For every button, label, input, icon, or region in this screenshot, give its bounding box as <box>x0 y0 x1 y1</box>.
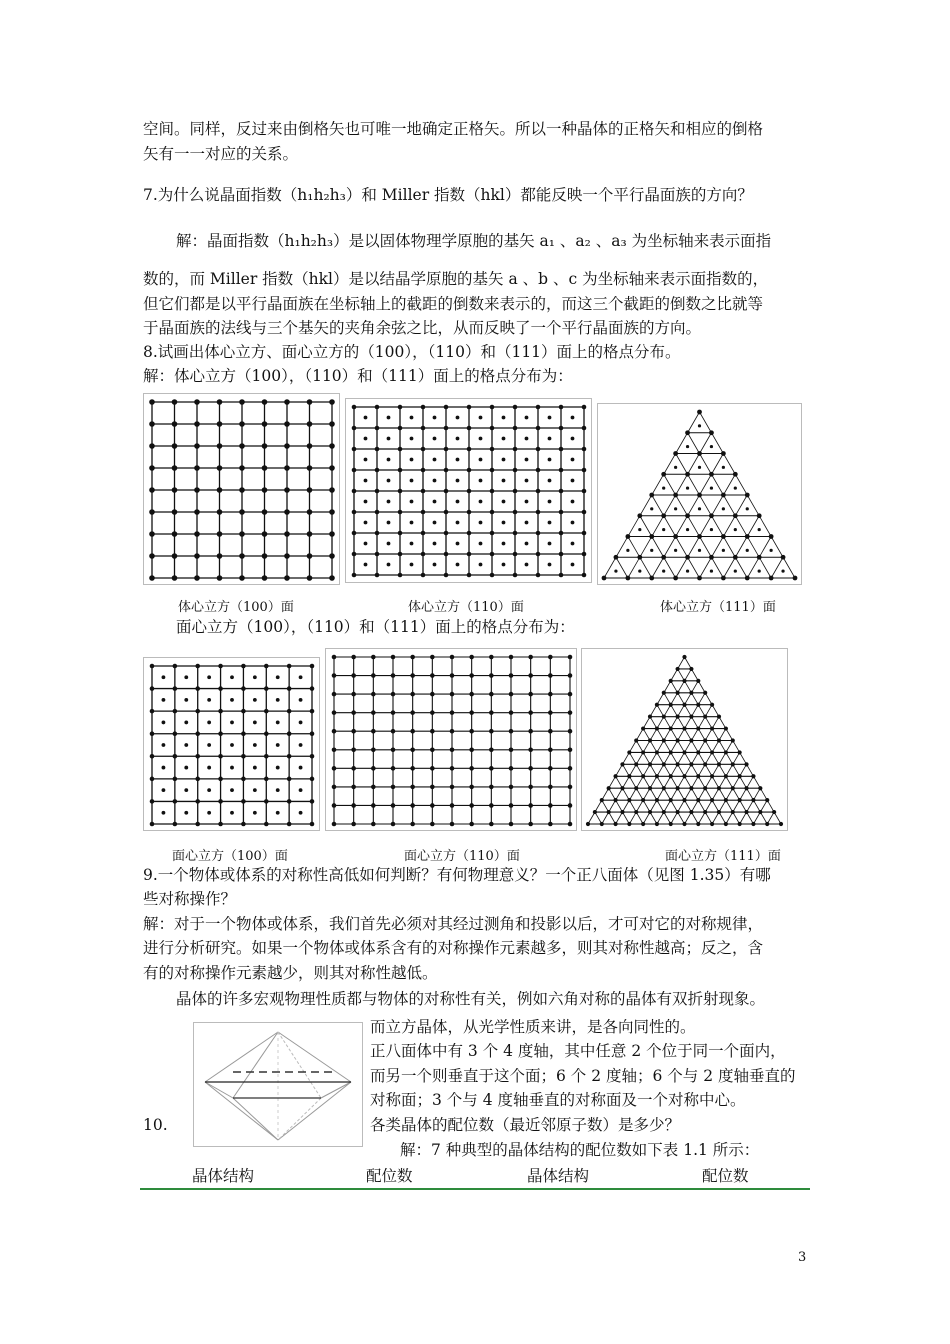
caption-bcc-110: 体心立方（110）面 <box>408 600 524 615</box>
table-rule <box>140 1188 810 1190</box>
caption-fcc-110: 面心立方（110）面 <box>404 849 520 864</box>
fcc-100-figure <box>143 657 320 831</box>
answer-7-line: 解：晶面指数（h₁h₂h₃）是以固体物理学原胞的基矢 a₁ 、a₂ 、a₃ 为坐标轴来表示面指 <box>176 232 772 250</box>
answer-9-line: 晶体的许多宏观物理性质都与物体的对称性有关，例如六角对称的晶体有双折射现象。 <box>176 990 766 1008</box>
question-9: 些对称操作？ <box>143 890 237 908</box>
answer-7-line: 数的，而 Miller 指数（hkl）是以结晶学原胞的基矢 a 、b 、c 为坐标轴来表示面指数的， <box>143 270 769 288</box>
caption-bcc-111: 体心立方（111）面 <box>660 600 776 615</box>
answer-8-line: 解：体心立方（100），（110）和（111）面上的格点分布为： <box>143 367 573 385</box>
answer-9-line: 解：对于一个物体或体系，我们首先必须对其经过测角和投影以后，才可对它的对称规律， <box>143 915 764 933</box>
question-9: 9.一个物体或体系的对称性高低如何判断？有何物理意义？一个正八面体（见图 1.35）有哪 <box>143 866 771 884</box>
bcc-111-figure <box>597 403 802 585</box>
answer-7-line: 于晶面族的法线与三个基矢的夹角余弦之比，从而反映了一个平行晶面族的方向。 <box>143 319 702 337</box>
bcc-100-figure <box>143 393 340 585</box>
table-header-cell: 配位数 <box>702 1167 749 1185</box>
question-8: 8.试画出体心立方、面心立方的（100），（110）和（111）面上的格点分布。 <box>143 343 681 361</box>
answer-9-line: 而立方晶体，从光学性质来讲，是各向同性的。 <box>370 1018 696 1036</box>
caption-bcc-100: 体心立方（100）面 <box>178 600 294 615</box>
table-header-cell: 配位数 <box>366 1167 413 1185</box>
paragraph-line: 空间。同样，反过来由倒格矢也可唯一地确定正格矢。所以一种晶体的正格矢和相应的倒格 <box>143 120 764 138</box>
page-number: 3 <box>798 1250 807 1265</box>
fcc-110-figure <box>325 648 577 831</box>
answer-9-line: 而另一个则垂直于这个面；6 个 2 度轴；6 个与 2 度轴垂直的 <box>370 1067 796 1085</box>
answer-8-line: 面心立方（100），（110）和（111）面上的格点分布为： <box>176 618 575 636</box>
table-header-cell: 晶体结构 <box>527 1167 590 1185</box>
answer-9-line: 正八面体中有 3 个 4 度轴，其中任意 2 个位于同一个面内， <box>370 1042 786 1060</box>
bcc-110-figure <box>345 398 592 583</box>
paragraph-line: 矢有一一对应的关系。 <box>143 145 299 163</box>
caption-fcc-100: 面心立方（100）面 <box>172 849 288 864</box>
question-10: 各类晶体的配位数（最近邻原子数）是多少？ <box>370 1116 681 1134</box>
answer-7-line: 但它们都是以平行晶面族在坐标轴上的截距的倒数来表示的，而这三个截距的倒数之比就等 <box>143 295 764 313</box>
fcc-111-figure <box>581 648 788 831</box>
answer-9-line: 进行分析研究。如果一个物体或体系含有的对称操作元素越多，则其对称性越高；反之，含 <box>143 939 764 957</box>
octahedron-figure <box>193 1022 363 1147</box>
table-header-cell: 晶体结构 <box>192 1167 255 1185</box>
question-7: 7.为什么说晶面指数（h₁h₂h₃）和 Miller 指数（hkl）都能反映一个平行晶面族的方向？ <box>143 186 753 204</box>
answer-10-line: 解：7 种典型的晶体结构的配位数如下表 1.1 所示： <box>400 1141 760 1159</box>
question-10-number: 10. <box>143 1116 168 1134</box>
caption-fcc-111: 面心立方（111）面 <box>665 849 781 864</box>
answer-9-line: 有的对称操作元素越少，则其对称性越低。 <box>143 964 438 982</box>
answer-9-line: 对称面；3 个与 4 度轴垂直的对称面及一个对称中心。 <box>370 1091 746 1109</box>
